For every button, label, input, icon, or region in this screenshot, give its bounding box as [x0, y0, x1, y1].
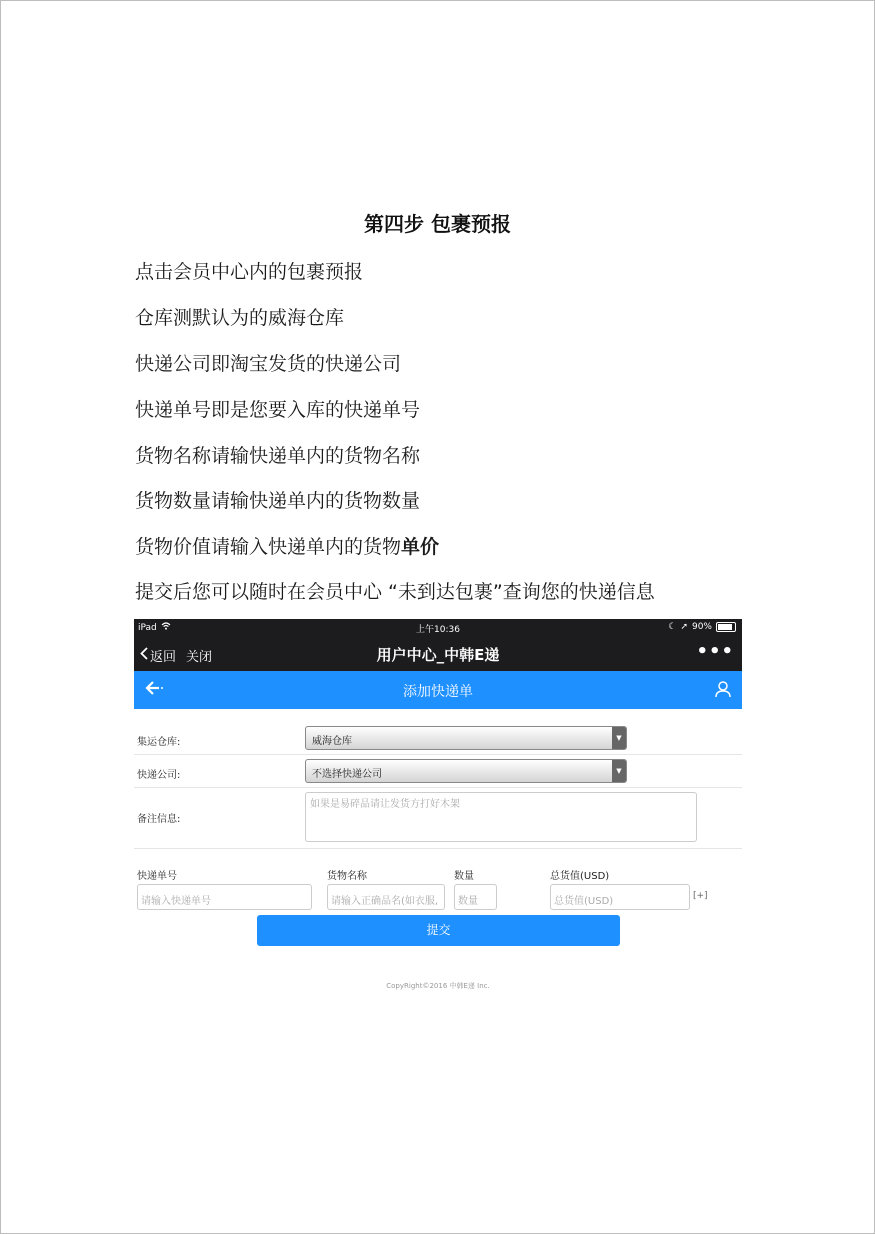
close-button[interactable]: 关闭: [186, 650, 213, 665]
user-icon[interactable]: [714, 680, 732, 702]
instruction-line: 快递单号即是您要入库的快递单号: [135, 399, 421, 421]
add-row-button[interactable]: [+]: [693, 891, 708, 901]
location-arrow-icon: ➚: [680, 622, 688, 632]
warehouse-value: 威海仓库: [312, 736, 352, 747]
browser-nav-bar: [134, 637, 742, 671]
quantity-input[interactable]: 数量: [454, 884, 497, 910]
page-header-title: 添加快递单: [403, 684, 473, 700]
status-bar: [134, 619, 742, 637]
warehouse-row: [134, 723, 742, 755]
instruction-line: 货物名称请输快递单内的货物名称: [135, 445, 421, 467]
goods-name-input[interactable]: 请输入正确品名(如衣服,: [327, 884, 445, 910]
instruction-bold-text: 单价: [401, 536, 440, 558]
app-screenshot: [134, 619, 742, 999]
nav-title: 用户中心_中韩E递: [376, 646, 500, 664]
instruction-line: [135, 532, 439, 559]
total-value-input[interactable]: 总货值(USD): [550, 884, 690, 910]
goods-column-header: 货物名称: [327, 871, 367, 882]
page-heading: 第四步 包裹预报: [364, 212, 511, 236]
instruction-line: 提交后您可以随时在会员中心 “未到达包裹”查询您的快递信息: [135, 581, 655, 603]
more-icon[interactable]: •••: [696, 641, 734, 662]
warehouse-select[interactable]: [305, 726, 627, 750]
tracking-number-input[interactable]: 请输入快递单号: [137, 884, 312, 910]
remark-textarea[interactable]: 如果是易碎品请让发货方打好木架: [305, 792, 697, 842]
qty-column-header: 数量: [454, 871, 474, 882]
courier-row: [134, 755, 742, 788]
battery-percent: 90%: [691, 622, 712, 632]
back-label: 返回: [150, 650, 177, 665]
page-header: [134, 671, 742, 709]
dropdown-arrow-icon: ▼: [612, 760, 626, 782]
status-time: 上午10:36: [416, 625, 460, 635]
submit-button[interactable]: 提交: [257, 915, 620, 946]
device-label: iPad: [138, 622, 157, 633]
instruction-line: 货物数量请输快递单内的货物数量: [135, 490, 421, 512]
battery-icon: [716, 622, 736, 632]
moon-icon: ☾: [668, 622, 677, 632]
instruction-text: 货物价值请输入快递单内的货物: [135, 536, 402, 558]
tracking-column-header: 快递单号: [137, 871, 177, 882]
remark-label: 备注信息:: [137, 814, 181, 825]
courier-select[interactable]: [305, 759, 627, 783]
courier-label: 快递公司:: [137, 770, 181, 781]
courier-value: 不选择快递公司: [312, 769, 382, 780]
value-column-header: 总货值(USD): [550, 871, 610, 882]
instruction-line: 快递公司即淘宝发货的快递公司: [135, 353, 402, 375]
dropdown-arrow-icon: ▼: [612, 727, 626, 749]
warehouse-label: 集运仓库:: [137, 737, 181, 748]
instruction-line: 点击会员中心内的包裹预报: [135, 261, 364, 283]
instruction-line: 仓库测默认为的威海仓库: [135, 307, 345, 329]
copyright-text: CopyRight©2016 中韩E递 Inc.: [386, 982, 490, 990]
remark-row: [134, 788, 742, 849]
